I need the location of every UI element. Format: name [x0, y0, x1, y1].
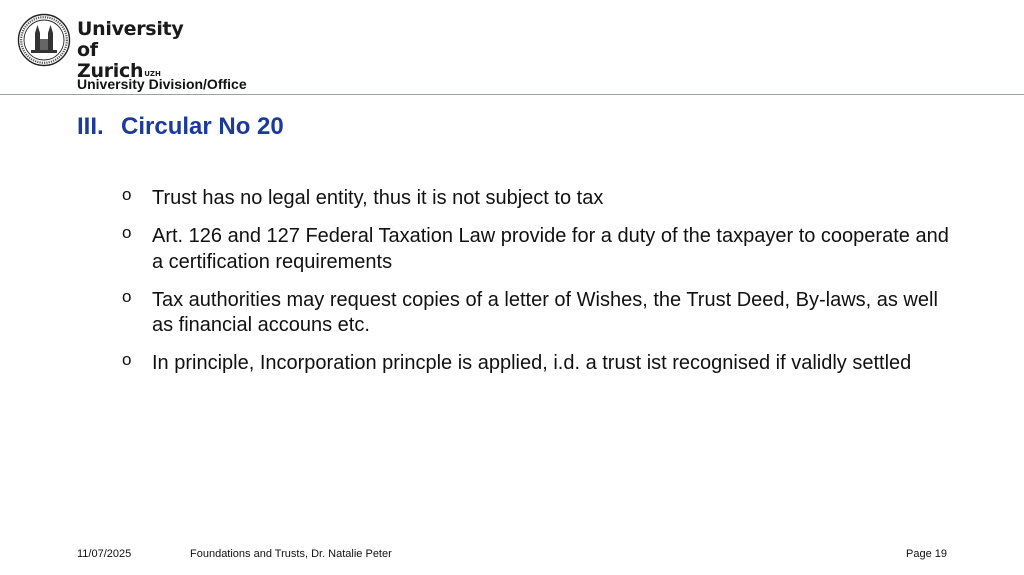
- footer-date: 11/07/2025: [77, 548, 132, 560]
- slide-title: [77, 113, 284, 141]
- division-label: University Division/Office: [77, 76, 247, 92]
- bullet-marker-icon: o: [122, 286, 132, 306]
- wordmark-uzh: UZH: [144, 70, 161, 78]
- wordmark-zurich: Zurich: [77, 60, 144, 82]
- university-logo: [17, 13, 187, 82]
- wordmark-line-1: University of: [77, 18, 184, 61]
- bullet-list: [122, 186, 962, 389]
- title-text: Circular No 20: [121, 113, 284, 140]
- section-number: III.: [77, 113, 104, 140]
- bullet-marker-icon: o: [122, 223, 132, 242]
- bullet-item: [122, 224, 962, 275]
- university-seal-icon: [17, 13, 71, 67]
- bullet-text: Trust has no legal entity, thus it is not subject to tax: [152, 187, 604, 209]
- bullet-text: In principle, Incorporation princple is applied, i.d. a trust ist recognised if validly settled: [152, 352, 912, 374]
- header-divider: [0, 94, 1024, 95]
- bullet-text: Art. 126 and 127 Federal Taxation Law provide for a duty of the taxpayer to cooperate and a certification requirements: [152, 225, 949, 273]
- university-wordmark: [77, 19, 187, 82]
- bullet-item: [122, 186, 962, 212]
- bullet-marker-icon: o: [122, 185, 132, 204]
- bullet-marker-icon: o: [122, 350, 132, 369]
- bullet-text: Tax authorities may request copies of a letter of Wishes, the Trust Deed, By-laws, as well as financial accouns etc.: [152, 288, 938, 336]
- footer-course: Foundations and Trusts, Dr. Natalie Peter: [190, 548, 392, 560]
- footer-page-number: Page 19: [906, 548, 947, 560]
- bullet-item: [122, 351, 962, 377]
- bullet-item: [122, 288, 962, 339]
